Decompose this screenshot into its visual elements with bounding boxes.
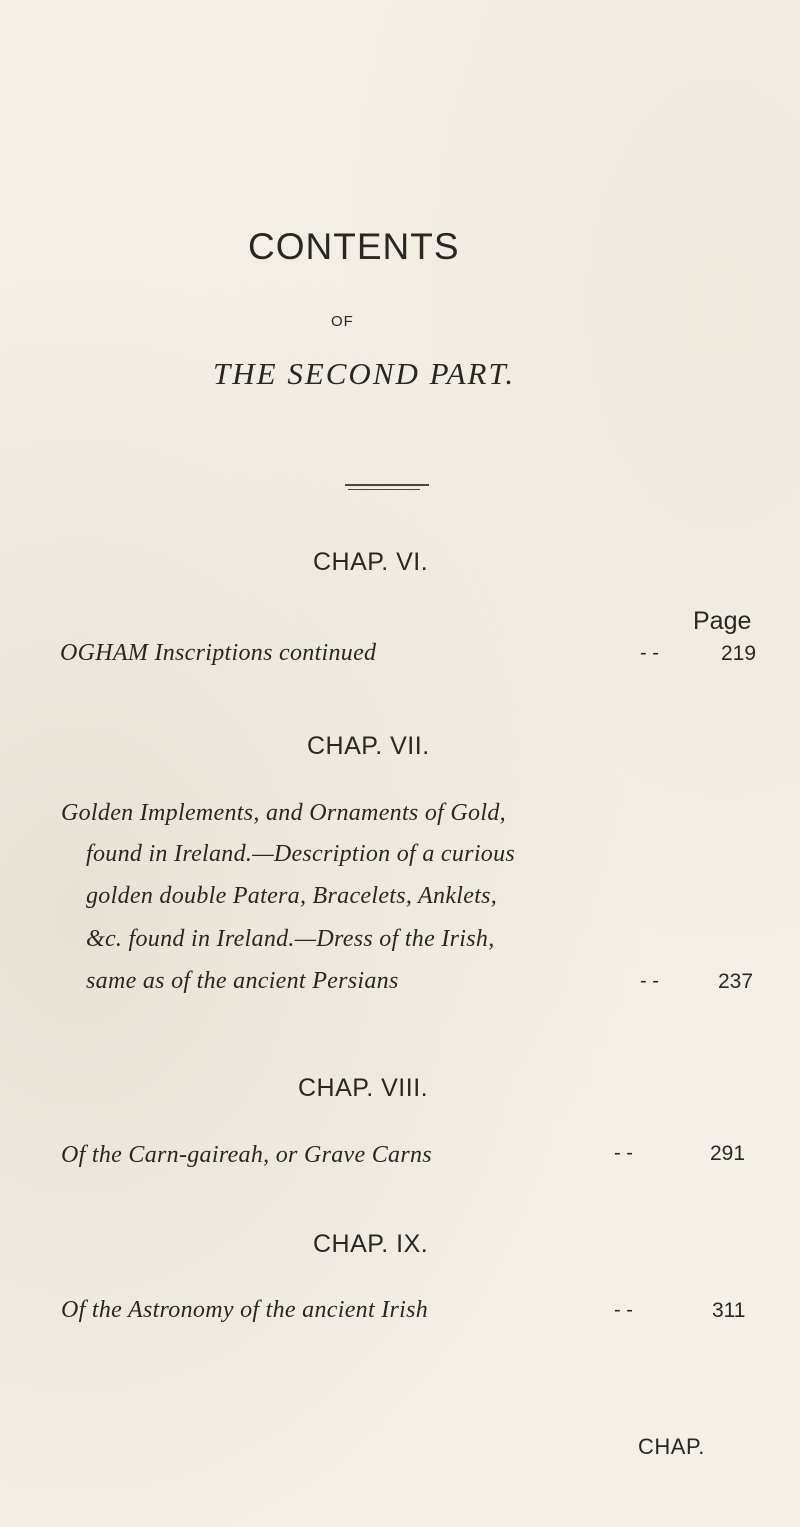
chapter-7-line-3: golden double Patera, Bracelets, Anklets, [86,883,498,909]
chapter-8-leader: - - [614,1142,633,1164]
page-column-label: Page [693,607,752,635]
chapter-7-line-4: &c. found in Ireland.—Dress of the Irish, [86,926,495,952]
chapter-9-page: 311 [712,1299,746,1322]
contents-title: CONTENTS [248,226,460,267]
chapter-7-line-5: same as of the ancient Persians [86,968,399,994]
decorative-rule-thin [348,489,420,490]
decorative-rule [345,484,429,486]
chapter-heading-8: CHAP. VIII. [298,1074,429,1102]
chapter-6-page: 219 [721,642,757,665]
chapter-8-page: 291 [710,1142,746,1165]
chapter-7-line-1: Golden Implements, and Ornaments of Gold, [61,800,506,826]
chapter-6-leader: - - [640,642,659,664]
chapter-8-title: Of the Carn-gaireah, or Grave Carns [61,1142,432,1168]
chapter-9-title: Of the Astronomy of the ancient Irish [61,1297,429,1323]
chapter-heading-9: CHAP. IX. [313,1230,429,1258]
chapter-7-page: 237 [718,970,754,993]
chapter-6-title: OGHAM Inscriptions continued [60,640,377,666]
chapter-9-leader: - - [614,1299,633,1321]
chapter-7-leader: - - [640,970,659,992]
part-title: THE SECOND PART. [213,356,516,391]
chapter-heading-7: CHAP. VII. [307,732,430,760]
of-label: OF [331,313,354,330]
chapter-heading-6: CHAP. VI. [313,548,429,576]
chapter-7-line-2: found in Ireland.—Description of a curious [86,841,516,867]
catchword: CHAP. [638,1434,705,1459]
